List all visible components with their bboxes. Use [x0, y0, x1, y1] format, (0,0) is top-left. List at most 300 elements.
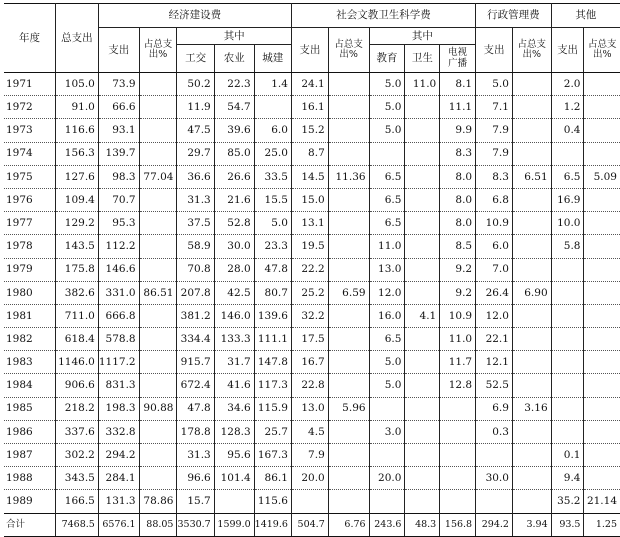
cell-culture-health: [405, 467, 440, 490]
cell-total: 116.6: [55, 119, 98, 142]
cell-total: 302.2: [55, 444, 98, 467]
cell-econ-pct: 77.04: [139, 165, 177, 188]
cell-econ-industry: 915.7: [177, 351, 214, 374]
cell-other-pct: [584, 374, 620, 397]
cell-culture: [291, 490, 328, 513]
cell-admin: 7.9: [476, 119, 513, 142]
cell-admin: 7.1: [476, 96, 513, 119]
cell-econ-pct: 86.51: [139, 281, 177, 304]
cell-total: 382.6: [55, 281, 98, 304]
cell-econ: 294.2: [98, 444, 139, 467]
table-row: [4, 490, 620, 513]
cell-culture-health: [405, 397, 440, 420]
cell-econ-agri: 22.3: [214, 73, 254, 96]
cell-econ-urban: 80.7: [254, 281, 291, 304]
cell-econ-industry: 58.9: [177, 235, 214, 258]
cell-culture-edu: 243.6: [369, 513, 405, 536]
cell-econ-agri: 146.0: [214, 304, 254, 327]
cell-other-pct: [584, 258, 620, 281]
cell-econ: 98.3: [98, 165, 139, 188]
other-spend-header: 支出: [551, 28, 584, 73]
cell-econ-urban: 86.1: [254, 467, 291, 490]
cell-econ: 831.3: [98, 374, 139, 397]
cell-culture-edu: 20.0: [369, 467, 405, 490]
cell-culture-edu: [369, 142, 405, 165]
cell-admin: 10.9: [476, 212, 513, 235]
cell-econ-pct: 88.05: [139, 513, 177, 536]
cell-culture-health: 4.1: [405, 304, 440, 327]
table-row: [4, 467, 620, 490]
cell-year: 1973: [4, 119, 55, 142]
cell-other-pct: [584, 281, 620, 304]
other-share-header: 占总支出%: [584, 28, 620, 73]
cell-econ-agri: 128.3: [214, 420, 254, 443]
cell-year: 1976: [4, 188, 55, 211]
cell-other: 6.5: [551, 165, 584, 188]
cell-total: 343.5: [55, 467, 98, 490]
econ-group-header: 经济建设费: [98, 4, 291, 28]
cell-admin-pct: 3.94: [512, 513, 551, 536]
cell-culture: 17.5: [291, 328, 328, 351]
other-group-header: 其他: [551, 4, 620, 28]
cell-admin: [476, 444, 513, 467]
cell-culture-edu: 6.5: [369, 328, 405, 351]
cell-culture-health: [405, 374, 440, 397]
cell-econ-pct: [139, 96, 177, 119]
cell-other-pct: 1.25: [584, 513, 620, 536]
cell-econ-pct: [139, 467, 177, 490]
table-row: [4, 96, 620, 119]
cell-econ-agri: 39.6: [214, 119, 254, 142]
cell-econ-urban: 25.0: [254, 142, 291, 165]
cell-year: 1986: [4, 420, 55, 443]
cell-econ-agri: 28.0: [214, 258, 254, 281]
cell-culture-tv: 8.0: [440, 212, 476, 235]
cell-culture-pct: [328, 119, 369, 142]
header-row-1: [4, 4, 620, 28]
cell-culture-health: 11.0: [405, 73, 440, 96]
cell-culture-tv: 9.2: [440, 258, 476, 281]
cell-econ-industry: 334.4: [177, 328, 214, 351]
cell-other-pct: [584, 304, 620, 327]
cell-admin-pct: [512, 374, 551, 397]
fiscal-expenditure-table: [4, 3, 620, 537]
cell-total: 166.5: [55, 490, 98, 513]
cell-econ-agri: 31.7: [214, 351, 254, 374]
cell-culture-edu: 11.0: [369, 235, 405, 258]
cell-culture-pct: [328, 490, 369, 513]
cell-culture: 13.1: [291, 212, 328, 235]
cell-culture-health: [405, 490, 440, 513]
cell-econ-urban: [254, 96, 291, 119]
cell-econ-agri: 52.8: [214, 212, 254, 235]
cell-admin-pct: [512, 96, 551, 119]
cell-total: 105.0: [55, 73, 98, 96]
cell-year: 1989: [4, 490, 55, 513]
cell-admin-pct: [512, 119, 551, 142]
cell-culture: 24.1: [291, 73, 328, 96]
cell-total: 618.4: [55, 328, 98, 351]
cell-culture-tv: 8.0: [440, 188, 476, 211]
cell-econ-pct: [139, 258, 177, 281]
cell-econ-agri: 54.7: [214, 96, 254, 119]
cell-econ-urban: 33.5: [254, 165, 291, 188]
cell-econ: 332.8: [98, 420, 139, 443]
cell-culture-health: [405, 119, 440, 142]
cell-econ-pct: [139, 304, 177, 327]
cell-other: [551, 281, 584, 304]
cell-admin-pct: 6.90: [512, 281, 551, 304]
cell-culture-tv: 11.1: [440, 96, 476, 119]
cell-admin-pct: [512, 258, 551, 281]
cell-culture-tv: 156.8: [440, 513, 476, 536]
cell-econ-pct: [139, 374, 177, 397]
cell-admin-pct: [512, 142, 551, 165]
culture-spend-header: 支出: [291, 28, 328, 73]
cell-econ-industry: 96.6: [177, 467, 214, 490]
cell-year: 1972: [4, 96, 55, 119]
cell-econ-urban: 47.8: [254, 258, 291, 281]
table-row: [4, 374, 620, 397]
cell-culture: 13.0: [291, 397, 328, 420]
cell-admin-pct: [512, 444, 551, 467]
cell-year: 1971: [4, 73, 55, 96]
cell-culture-pct: [328, 444, 369, 467]
cell-econ: 578.8: [98, 328, 139, 351]
cell-other: [551, 420, 584, 443]
cell-econ: 93.1: [98, 119, 139, 142]
table-row: [4, 304, 620, 327]
cell-econ-urban: 25.7: [254, 420, 291, 443]
cell-econ-agri: 133.3: [214, 328, 254, 351]
cell-econ: 666.8: [98, 304, 139, 327]
cell-culture-tv: 9.9: [440, 119, 476, 142]
cell-culture-edu: [369, 490, 405, 513]
cell-econ-pct: 90.88: [139, 397, 177, 420]
cell-econ-pct: [139, 351, 177, 374]
cell-econ-pct: [139, 328, 177, 351]
cell-admin-pct: [512, 420, 551, 443]
cell-admin: 52.5: [476, 374, 513, 397]
cell-culture-edu: [369, 397, 405, 420]
cell-culture-tv: 8.0: [440, 165, 476, 188]
admin-spend-header: 支出: [476, 28, 513, 73]
cell-econ-industry: 31.3: [177, 188, 214, 211]
econ-agri-header: 农业: [214, 45, 254, 73]
cell-culture-health: [405, 258, 440, 281]
cell-culture-edu: 5.0: [369, 374, 405, 397]
cell-culture-health: [405, 235, 440, 258]
cell-admin-pct: [512, 188, 551, 211]
cell-econ-agri: 1599.0: [214, 513, 254, 536]
cell-econ-agri: 30.0: [214, 235, 254, 258]
cell-other: [551, 304, 584, 327]
cell-culture: 22.2: [291, 258, 328, 281]
cell-culture-edu: 6.5: [369, 165, 405, 188]
cell-econ-industry: 207.8: [177, 281, 214, 304]
cell-total: 218.2: [55, 397, 98, 420]
cell-admin: 26.4: [476, 281, 513, 304]
cell-culture-tv: 11.0: [440, 328, 476, 351]
cell-culture-tv: [440, 444, 476, 467]
cell-admin: 6.9: [476, 397, 513, 420]
cell-admin: 6.8: [476, 188, 513, 211]
econ-spend-header: 支出: [98, 28, 139, 73]
cell-other-pct: 5.09: [584, 165, 620, 188]
cell-culture-pct: 6.59: [328, 281, 369, 304]
cell-other-pct: [584, 142, 620, 165]
cell-other: 10.0: [551, 212, 584, 235]
culture-edu-header: 教育: [369, 45, 405, 73]
cell-econ-urban: 15.5: [254, 188, 291, 211]
cell-admin: 12.1: [476, 351, 513, 374]
cell-culture-health: [405, 188, 440, 211]
cell-other-pct: [584, 328, 620, 351]
table-row: [4, 281, 620, 304]
cell-econ-urban: 115.9: [254, 397, 291, 420]
cell-other: 93.5: [551, 513, 584, 536]
cell-culture-tv: 8.3: [440, 142, 476, 165]
cell-culture-pct: 11.36: [328, 165, 369, 188]
cell-econ-urban: 1419.6: [254, 513, 291, 536]
cell-year: 1988: [4, 467, 55, 490]
cell-total: 175.8: [55, 258, 98, 281]
cell-admin: 30.0: [476, 467, 513, 490]
cell-econ-urban: 23.3: [254, 235, 291, 258]
cell-admin: 8.3: [476, 165, 513, 188]
table-row: [4, 235, 620, 258]
cell-econ: 146.6: [98, 258, 139, 281]
table-row: [4, 165, 620, 188]
cell-culture-edu: 6.5: [369, 188, 405, 211]
cell-other-pct: [584, 397, 620, 420]
cell-other-pct: [584, 212, 620, 235]
cell-econ-agri: 34.6: [214, 397, 254, 420]
cell-culture-edu: 16.0: [369, 304, 405, 327]
cell-other: [551, 374, 584, 397]
cell-other: 0.1: [551, 444, 584, 467]
table-row: [4, 351, 620, 374]
cell-culture-pct: [328, 374, 369, 397]
cell-culture-health: [405, 328, 440, 351]
table-row: [4, 119, 620, 142]
cell-culture-pct: [328, 96, 369, 119]
cell-total: 711.0: [55, 304, 98, 327]
cell-culture-edu: 5.0: [369, 73, 405, 96]
cell-culture: 15.0: [291, 188, 328, 211]
cell-year: 1983: [4, 351, 55, 374]
cell-other-pct: [584, 188, 620, 211]
cell-econ-agri: 85.0: [214, 142, 254, 165]
cell-econ-industry: 37.5: [177, 212, 214, 235]
cell-culture: 4.5: [291, 420, 328, 443]
culture-tv-header: 电视广播: [440, 45, 476, 73]
table-row: [4, 420, 620, 443]
cell-econ-industry: 3530.7: [177, 513, 214, 536]
cell-econ-pct: [139, 142, 177, 165]
year-header: 年度: [4, 4, 55, 73]
econ-urban-header: 城建: [254, 45, 291, 73]
cell-year: 1981: [4, 304, 55, 327]
cell-culture-health: [405, 96, 440, 119]
cell-culture-tv: 8.1: [440, 73, 476, 96]
cell-econ-industry: 47.5: [177, 119, 214, 142]
cell-total: 143.5: [55, 235, 98, 258]
cell-culture: 25.2: [291, 281, 328, 304]
cell-econ-industry: 178.8: [177, 420, 214, 443]
cell-other: [551, 351, 584, 374]
cell-econ-agri: 95.6: [214, 444, 254, 467]
cell-culture-pct: 5.96: [328, 397, 369, 420]
cell-year: 合计: [4, 513, 55, 536]
cell-econ-industry: 47.8: [177, 397, 214, 420]
culture-share-header: 占总支出%: [328, 28, 369, 73]
cell-other: [551, 328, 584, 351]
cell-admin-pct: [512, 351, 551, 374]
cell-econ-agri: [214, 490, 254, 513]
cell-econ: 70.7: [98, 188, 139, 211]
cell-other: 35.2: [551, 490, 584, 513]
cell-admin-pct: [512, 73, 551, 96]
cell-culture-tv: 10.9: [440, 304, 476, 327]
cell-econ-urban: 6.0: [254, 119, 291, 142]
cell-total: 156.3: [55, 142, 98, 165]
cell-culture: 14.5: [291, 165, 328, 188]
econ-industry-header: 工交: [177, 45, 214, 73]
table-row: [4, 188, 620, 211]
cell-econ-urban: 1.4: [254, 73, 291, 96]
table-row: [4, 142, 620, 165]
cell-total: 127.6: [55, 165, 98, 188]
cell-admin-pct: [512, 212, 551, 235]
cell-other: 5.8: [551, 235, 584, 258]
cell-culture-tv: 9.2: [440, 281, 476, 304]
cell-econ-agri: 26.6: [214, 165, 254, 188]
cell-culture-tv: [440, 397, 476, 420]
cell-econ-pct: [139, 444, 177, 467]
cell-econ-agri: 101.4: [214, 467, 254, 490]
cell-econ: 66.6: [98, 96, 139, 119]
cell-econ-industry: 15.7: [177, 490, 214, 513]
cell-culture-health: [405, 351, 440, 374]
cell-econ-pct: [139, 188, 177, 211]
cell-econ-industry: 381.2: [177, 304, 214, 327]
cell-other: 0.4: [551, 119, 584, 142]
cell-culture-pct: [328, 304, 369, 327]
cell-culture-edu: [369, 444, 405, 467]
cell-year: 1974: [4, 142, 55, 165]
cell-econ: 284.1: [98, 467, 139, 490]
table-row: [4, 328, 620, 351]
cell-culture-edu: 3.0: [369, 420, 405, 443]
cell-culture: 22.8: [291, 374, 328, 397]
cell-admin: 0.3: [476, 420, 513, 443]
table-row: [4, 397, 620, 420]
cell-culture-pct: 6.76: [328, 513, 369, 536]
cell-admin: 294.2: [476, 513, 513, 536]
cell-culture-health: [405, 165, 440, 188]
cell-econ: 73.9: [98, 73, 139, 96]
cell-econ-industry: 50.2: [177, 73, 214, 96]
econ-share-header: 占总支出%: [139, 28, 177, 73]
cell-total: 1146.0: [55, 351, 98, 374]
cell-other-pct: 21.14: [584, 490, 620, 513]
cell-year: 1985: [4, 397, 55, 420]
cell-culture: 16.1: [291, 96, 328, 119]
cell-culture-pct: [328, 351, 369, 374]
culture-health-header: 卫生: [405, 45, 440, 73]
cell-culture-health: 48.3: [405, 513, 440, 536]
cell-admin-pct: 3.16: [512, 397, 551, 420]
cell-year: 1978: [4, 235, 55, 258]
cell-culture-health: [405, 420, 440, 443]
cell-admin: 7.0: [476, 258, 513, 281]
cell-econ-agri: 42.5: [214, 281, 254, 304]
cell-econ-industry: 11.9: [177, 96, 214, 119]
cell-culture-health: [405, 142, 440, 165]
cell-admin-pct: [512, 328, 551, 351]
cell-admin: 12.0: [476, 304, 513, 327]
cell-year: 1984: [4, 374, 55, 397]
cell-admin-pct: [512, 304, 551, 327]
cell-other-pct: [584, 235, 620, 258]
cell-other-pct: [584, 119, 620, 142]
cell-total: 7468.5: [55, 513, 98, 536]
cell-year: 1977: [4, 212, 55, 235]
cell-other: [551, 397, 584, 420]
cell-econ-industry: 29.7: [177, 142, 214, 165]
cell-econ: 198.3: [98, 397, 139, 420]
cell-other-pct: [584, 467, 620, 490]
cell-culture-health: [405, 281, 440, 304]
cell-culture-edu: 6.5: [369, 212, 405, 235]
cell-culture-pct: [328, 212, 369, 235]
cell-econ-urban: 117.3: [254, 374, 291, 397]
cell-other: [551, 258, 584, 281]
table-row: [4, 212, 620, 235]
cell-culture-pct: [328, 328, 369, 351]
cell-admin-pct: [512, 467, 551, 490]
cell-culture: 20.0: [291, 467, 328, 490]
cell-other: 16.9: [551, 188, 584, 211]
cell-admin-pct: [512, 490, 551, 513]
cell-total: 129.2: [55, 212, 98, 235]
cell-econ-urban: 139.6: [254, 304, 291, 327]
culture-of-which-header: 其中: [369, 28, 476, 45]
cell-other-pct: [584, 351, 620, 374]
admin-share-header: 占总支出%: [512, 28, 551, 73]
cell-econ: 112.2: [98, 235, 139, 258]
cell-culture: 32.2: [291, 304, 328, 327]
cell-year: 1979: [4, 258, 55, 281]
cell-culture-tv: 12.8: [440, 374, 476, 397]
cell-culture-pct: [328, 467, 369, 490]
cell-culture-edu: 5.0: [369, 96, 405, 119]
cell-culture-edu: 13.0: [369, 258, 405, 281]
cell-econ-industry: 672.4: [177, 374, 214, 397]
cell-admin-pct: 6.51: [512, 165, 551, 188]
cell-econ-pct: [139, 73, 177, 96]
cell-other: 9.4: [551, 467, 584, 490]
cell-econ-urban: 167.3: [254, 444, 291, 467]
cell-year: 1975: [4, 165, 55, 188]
cell-admin: [476, 490, 513, 513]
cell-culture-pct: [328, 258, 369, 281]
cell-econ-pct: 78.86: [139, 490, 177, 513]
cell-admin: 6.0: [476, 235, 513, 258]
admin-group-header: 行政管理费: [476, 4, 552, 28]
cell-culture-pct: [328, 188, 369, 211]
